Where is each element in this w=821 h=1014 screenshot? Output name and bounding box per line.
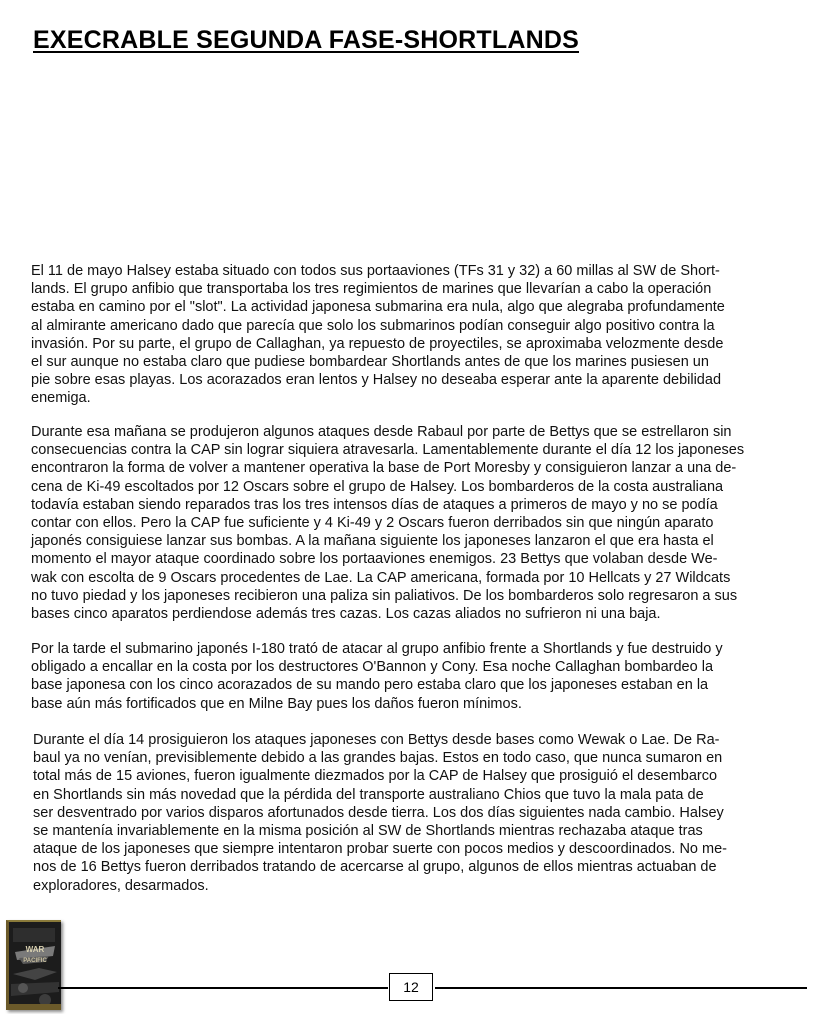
footer-rule-right xyxy=(435,987,807,989)
game-box-cover-icon xyxy=(6,920,61,1010)
paragraph-line: contar con ellos. Pero la CAP fue suficiente y 4 Ki-49 y 2 Oscars fueron derribados sin que ningún aparato xyxy=(31,515,714,532)
paragraph-line: nos de 16 Bettys fueron derribados tratando de acercarse al grupo, algunos de ellos mientras actuaban de xyxy=(33,859,717,876)
paragraph-line: al almirante americano dado que parecía que solo los submarinos podían conseguir algo positivo contra la xyxy=(31,317,715,334)
paragraph-line: base aún más fortificados que en Milne Bay pues los daños fueron mínimos. xyxy=(31,695,522,712)
paragraph-line: Por la tarde el submarino japonés I-180 trató de atacar al grupo anfibio frente a Shortlands y fue destruido y xyxy=(31,641,723,657)
paragraph-line: todavía estaban siendo reparados tras los tres intensos días de ataques a primeros de mayo y no se podía xyxy=(31,496,718,513)
paragraph-line: se mantenía invariablemente en la misma posición al SW de Shortlands mientras rechazaba ataque tras xyxy=(33,823,703,840)
paragraph-1 xyxy=(31,262,725,408)
paragraph-line: estaba en camino por el "slot". La actividad japonesa submarina era nula, algo que alegraba profundamente xyxy=(31,299,725,316)
paragraph-line: ser desventrado por varios disparos afortunados desde tierra. Los dos días siguientes nada cambio. Halsey xyxy=(33,804,724,821)
footer-rule-left xyxy=(58,987,388,989)
paragraph-line: El 11 de mayo Halsey estaba situado con todos sus portaaviones (TFs 31 y 32) a 60 millas al SW de Short- xyxy=(31,263,720,279)
paragraph-line: lands. El grupo anfibio que transportaba los tres regimientos de marines que llevarían a cabo la operación xyxy=(31,281,712,298)
paragraph-line: pie sobre esas playas. Los acorazados eran lentos y Halsey no deseaba esperar ante la aparente debilidad xyxy=(31,372,722,389)
page-title: EXECRABLE SEGUNDA FASE-SHORTLANDS xyxy=(33,26,579,54)
paragraph-line: wak con escolta de 9 Oscars procedentes de Lae. La CAP americana, formada por 10 Hellcats y 27 Wildcats xyxy=(31,569,731,586)
paragraph-line: baul ya no venían, previsiblemente debido a las grandes bajas. Estos en todo caso, que nunca sumaron en xyxy=(33,750,723,767)
paragraph-line: el sur aunque no estaba claro que pudiese bombardear Shortlands antes de que los marines pusiesen un xyxy=(31,354,709,371)
paragraph-line: bases cinco aparatos perdiendose además tres cazas. Los cazas aliados no sufrieron ni una baja. xyxy=(31,606,661,623)
paragraph-line: base japonesa con los cinco acorazados de su mando pero estaba claro que los japoneses estaban en la xyxy=(31,677,709,694)
paragraph-line: obligado a encallar en la costa por los destructores O'Bannon y Cony. Esa noche Callaghan bombardeo la xyxy=(31,659,714,676)
paragraph-line: exploradores, desarmados. xyxy=(33,877,209,894)
paragraph-line: japonés consiguiese lanzar sus bombas. A la mañana siguiente los japoneses lanzaron el que era hasta el xyxy=(31,533,714,550)
cover-logo-text-1: WAR xyxy=(25,945,45,954)
paragraph-2 xyxy=(31,423,744,623)
paragraph-line: ataque de los japoneses que siempre intentaron probar suerte con pocos medios y descoordinados. No me- xyxy=(33,841,727,858)
paragraph-line: consecuencias contra la CAP sin lograr siquiera atravesarla. Lamentablemente durante el día 12 los japoneses xyxy=(31,442,745,459)
paragraph-line: total más de 15 aviones, fueron igualmente diezmados por la CAP de Halsey que prosiguió el desembarco xyxy=(33,768,718,785)
paragraph-line: no tuvo piedad y los japoneses recibieron una paliza sin paliativos. De los bombarderos solo regresaron a sus xyxy=(31,587,738,604)
paragraph-line: encontraron la forma de volver a mantener operativa la base de Port Moresby y consiguieron lanzar a una de- xyxy=(31,460,737,477)
paragraph-line: Durante esa mañana se produjeron algunos ataques desde Rabaul por parte de Bettys que se estrellaron sin xyxy=(31,424,732,440)
paragraph-line: Durante el día 14 prosiguieron los ataques japoneses con Bettys desde bases como Wewak o Lae. De Ra- xyxy=(33,732,720,748)
paragraph-line: en Shortlands sin más novedad que la pérdida del transporte australiano Chios que tuvo la mala pata de xyxy=(33,786,704,803)
paragraph-line: cena de Ki-49 escoltados por 12 Oscars sobre el grupo de Halsey. Los bombarderos de la costa australiana xyxy=(31,478,724,495)
paragraph-line: invasión. Por su parte, el grupo de Callaghan, ya repuesto de proyectiles, se aproximaba velozmente desde xyxy=(31,335,724,352)
game-box-art xyxy=(9,922,61,1010)
paragraph-3 xyxy=(31,640,723,713)
paragraph-4 xyxy=(33,731,727,895)
paragraph-line: momento el mayor ataque coordinado sobre los portaaviones enemigos. 23 Bettys que volaban desde We- xyxy=(31,551,718,568)
paragraph-line: enemiga. xyxy=(31,390,91,407)
page-number: 12 xyxy=(389,973,433,1001)
cover-logo-text-2: PACIFIC xyxy=(23,958,47,964)
